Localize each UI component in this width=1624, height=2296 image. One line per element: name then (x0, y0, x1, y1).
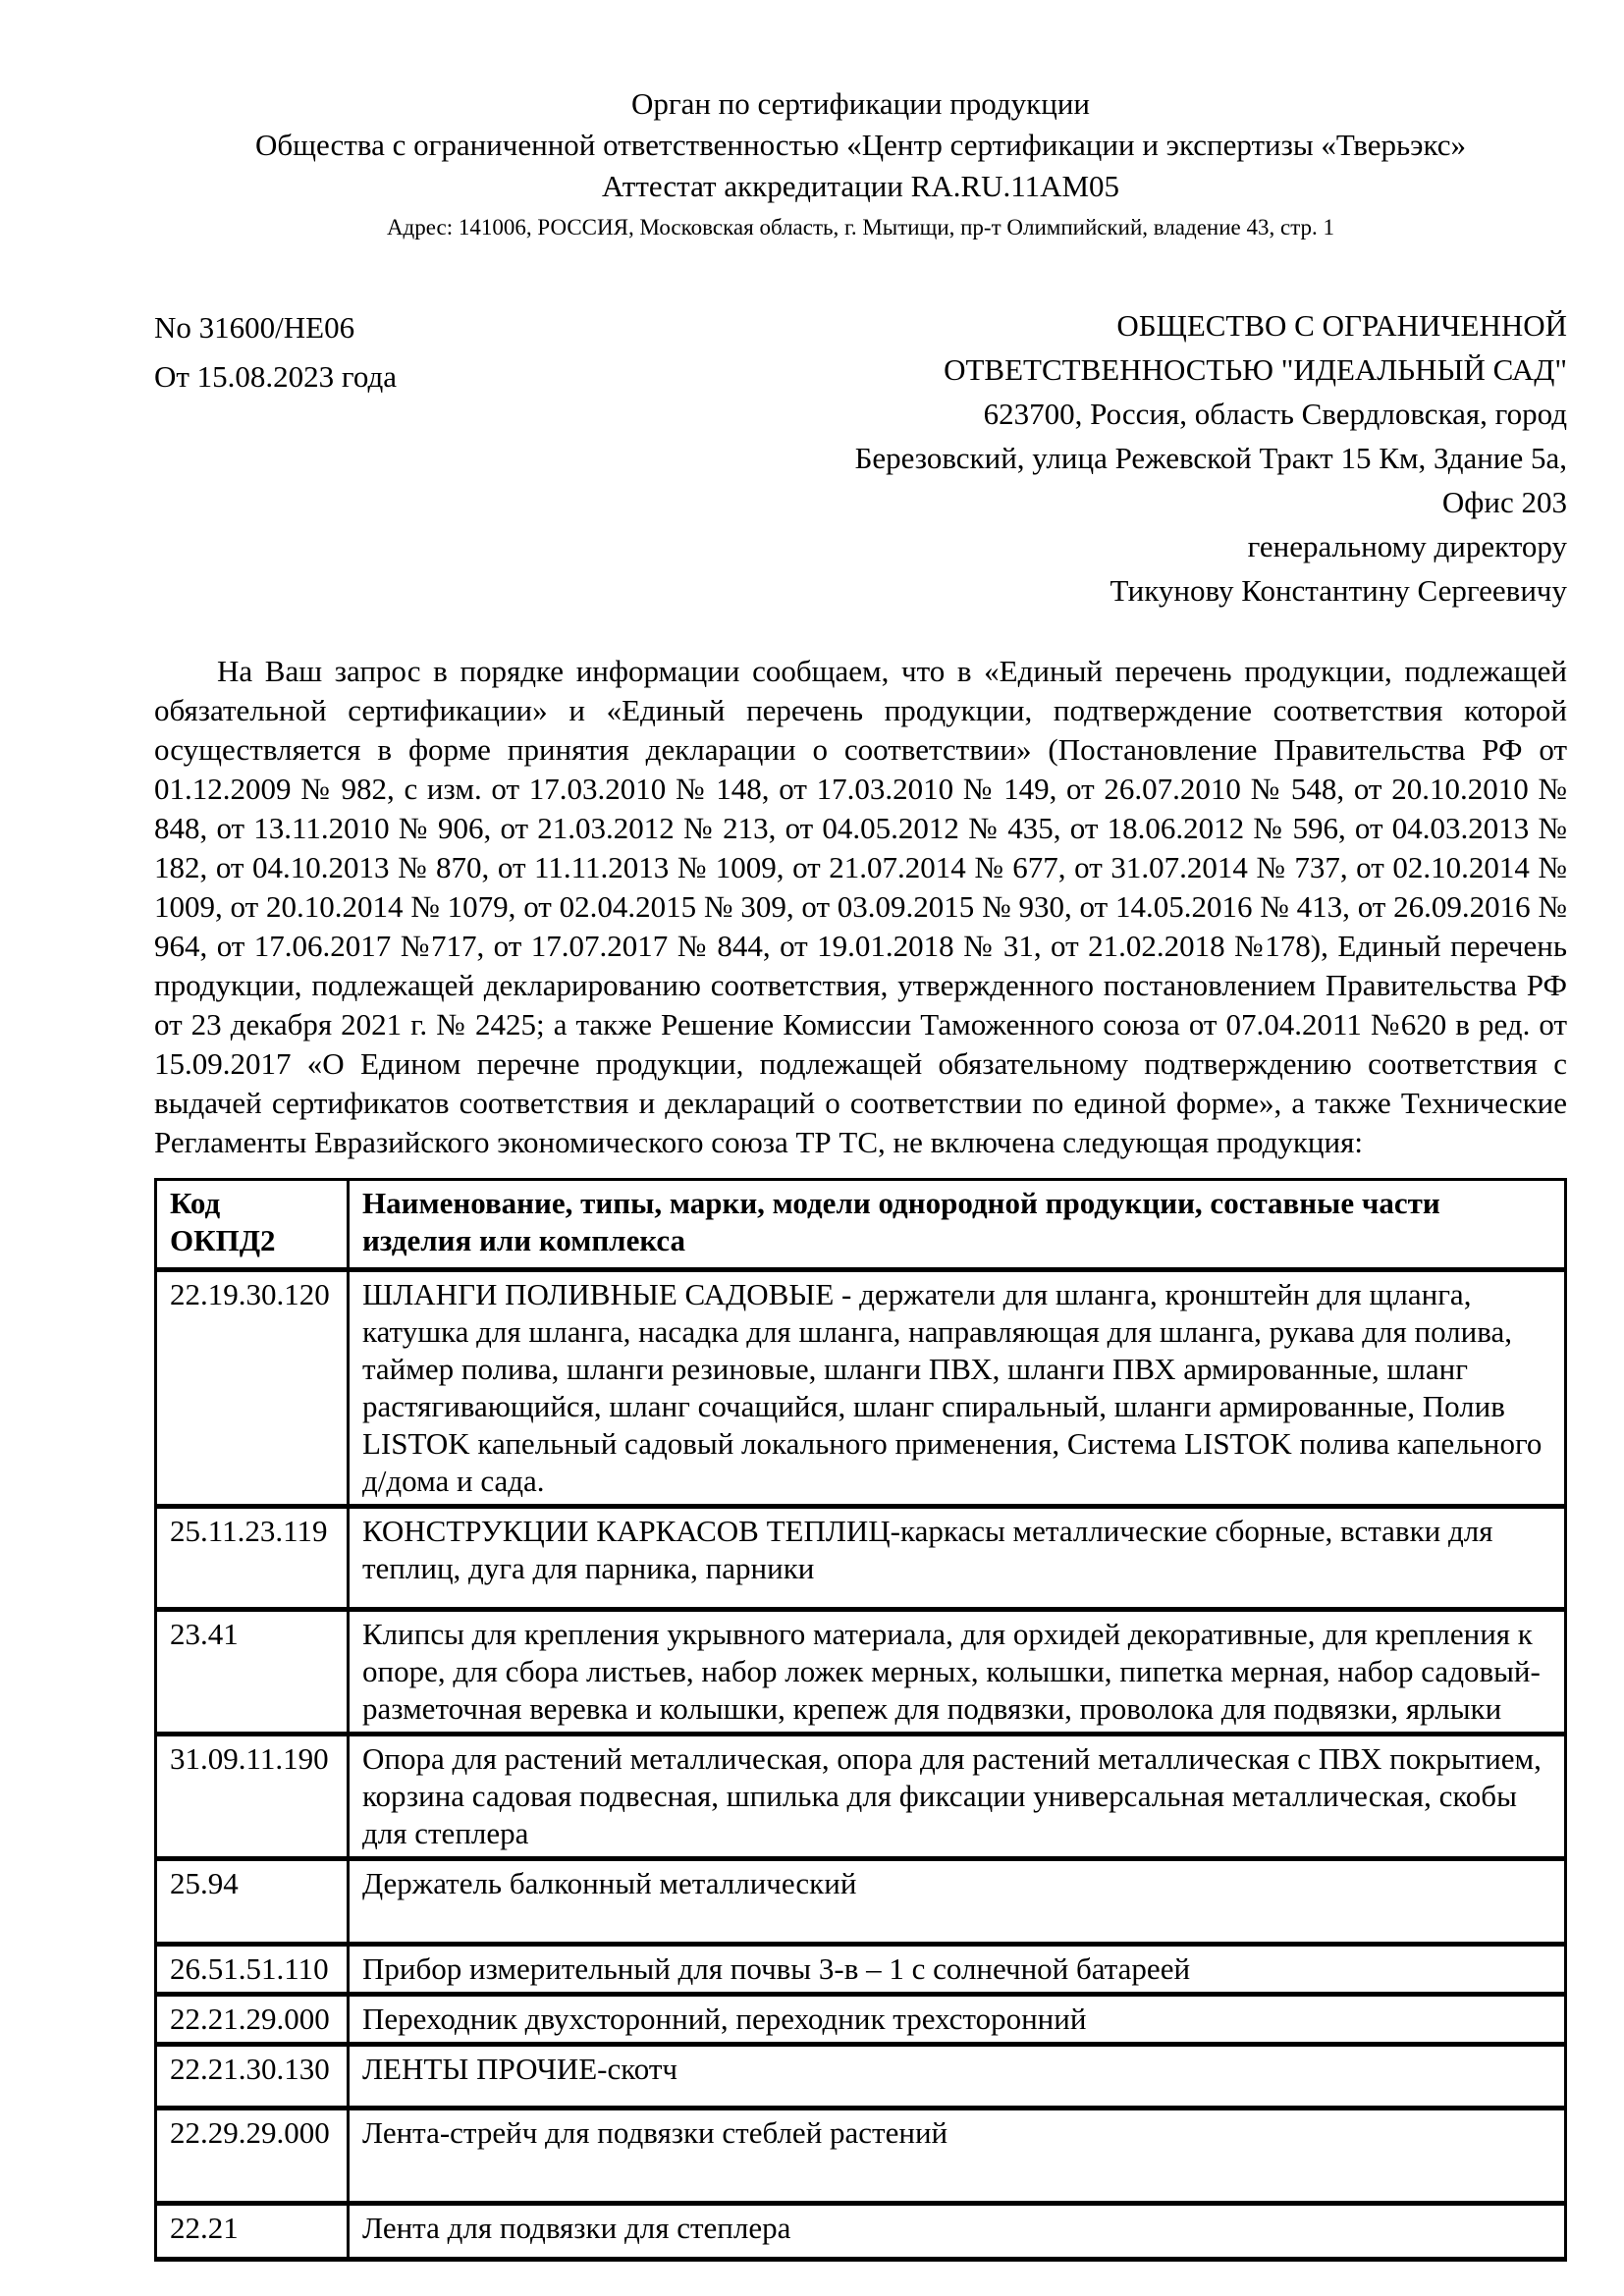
table-row (156, 1507, 1566, 1610)
cell-okpd2-code: 31.09.11.190 (156, 1735, 349, 1859)
table-row (156, 1610, 1566, 1735)
reference-date: От 15.08.2023 года (154, 359, 398, 394)
letterhead (154, 83, 1567, 242)
cell-product-name: ШЛАНГИ ПОЛИВНЫЕ САДОВЫЕ - держатели для шланга, кронштейн для щланга, катушка для шланга, насадка для шланга, направляющая для шланга, рукава для полива, таймер полива, шланги резиновые, шланги ПВХ, шланги ПВХ армированные, шланг растягивающийся, шланг сочащийся, шланг спиральный, шланги армированные, Полив LISTOK капельный садовый локального применения, Система LISTOK полива капельного д/дома и сада. (349, 1270, 1566, 1507)
recipient-line: генеральному директору (1247, 529, 1567, 563)
cell-okpd2-code: 22.21 (156, 2204, 349, 2260)
recipient-line: Тикунову Константину Сергеевичу (1110, 573, 1567, 608)
cell-product-name: Переходник двухсторонний, переходник трехсторонний (349, 1995, 1566, 2045)
recipient-block (855, 303, 1567, 613)
letterhead-address: Адрес: 141006, РОССИЯ, Московская область, г. Мытищи, пр-т Олимпийский, владение 43, стр. 1 (386, 215, 1335, 240)
cell-product-name: Лента-стрейч для подвязки стеблей растений (349, 2109, 1566, 2204)
table-row (156, 1995, 1566, 2045)
recipient-line: ОБЩЕСТВО С ОГРАНИЧЕННОЙ (1116, 308, 1567, 343)
table-row (156, 1735, 1566, 1859)
cell-okpd2-code: 22.19.30.120 (156, 1270, 349, 1507)
table-row (156, 2045, 1566, 2109)
cell-product-name: Клипсы для крепления укрывного материала, для орхидей декоративные, для крепления к опоре, для сбора листьев, набор ложек мерных, колышки, пипетка мерная, набор садовый-разметочная веревка и колышки, крепеж для подвязки, проволока для подвязки, ярлыки (349, 1610, 1566, 1735)
cell-okpd2-code: 22.21.29.000 (156, 1995, 349, 2045)
recipient-line: Офис 203 (1441, 485, 1567, 519)
letterhead-accreditation-line: Аттестат аккредитации RA.RU.11АМ05 (601, 169, 1120, 203)
table-body (156, 1270, 1566, 2260)
cell-product-name: КОНСТРУКЦИИ КАРКАСОВ ТЕПЛИЦ-каркасы металлические сборные, вставки для теплиц, дуга для парника, парники (349, 1507, 1566, 1610)
table-row (156, 2109, 1566, 2204)
letterhead-company-line: Общества с ограниченной ответственностью «Центр сертификации и экспертизы «Тверьэкс» (254, 128, 1467, 162)
table-row (156, 2204, 1566, 2260)
cell-okpd2-code: 23.41 (156, 1610, 349, 1735)
table-row (156, 1859, 1566, 1945)
products-table (154, 1178, 1567, 2262)
reference-and-recipient-row (154, 303, 1567, 613)
letterhead-org-line: Орган по сертификации продукции (630, 86, 1090, 121)
cell-product-name: ЛЕНТЫ ПРОЧИЕ-скотч (349, 2045, 1566, 2109)
table-row (156, 1270, 1566, 1507)
cell-okpd2-code: 22.29.29.000 (156, 2109, 349, 2204)
reference-number: No 31600/НЕ06 (154, 310, 355, 345)
reference-block (154, 303, 397, 401)
cell-okpd2-code: 25.94 (156, 1859, 349, 1945)
cell-product-name: Опора для растений металлическая, опора для растений металлическая с ПВХ покрытием, корзина садовая подвесная, шпилька для фиксации универсальная металлическая, скобы для степлера (349, 1735, 1566, 1859)
cell-okpd2-code: 25.11.23.119 (156, 1507, 349, 1610)
cell-product-name: Держатель балконный металлический (349, 1859, 1566, 1945)
table-row (156, 1945, 1566, 1995)
cell-okpd2-code: 26.51.51.110 (156, 1945, 349, 1995)
recipient-line: Березовский, улица Режевской Тракт 15 Км, Здание 5а, (854, 441, 1567, 475)
recipient-line: 623700, Россия, область Свердловская, город (983, 397, 1567, 431)
column-header-product-name: Наименование, типы, марки, модели однородной продукции, составные части изделия или комплекса (349, 1180, 1566, 1270)
column-header-okpd2-code: Код ОКПД2 (156, 1180, 349, 1270)
body-paragraph: На Ваш запрос в порядке информации сообщаем, что в «Единый перечень продукции, подлежащей обязательной сертификации» и «Единый перечень продукции, подтверждение соответствия которой осуществляется в форме принятия декларации о соответствии» (Постановление Правительства РФ от 01.12.2009 № 982, с изм. от 17.03.2010 № 148, от 17.03.2010 № 149, от 26.07.2010 № 548, от 20.10.2010 № 848, от 13.11.2010 № 906, от 21.03.2012 № 213, от 04.05.2012 № 435, от 18.06.2012 № 596, от 04.03.2013 № 182, от 04.10.2013 № 870, от 11.11.2013 № 1009, от 21.07.2014 № 677, от 31.07.2014 № 737, от 02.10.2014 № 1009, от 20.10.2014 № 1079, от 02.04.2015 № 309, от 03.09.2015 № 930, от 14.05.2016 № 413, от 26.09.2016 № 964, от 17.06.2017 №717, от 17.07.2017 № 844, от 19.01.2018 № 31, от 21.02.2018 №178), Единый перечень продукции, подлежащей декларированию соответствия, утвержденного постановлением Правительства РФ от 23 декабря 2021 г. № 2425; а также Решение Комиссии Таможенного союза от 07.04.2011 №620 в ред. от 15.09.2017 «О Едином перечне продукции, подлежащей обязательному подтверждению соответствия с выдачей сертификатов соответствия и деклараций о соответствии по единой форме», а также Технические Регламенты Евразийского экономического союза ТР ТС, не включена следующая продукция: (154, 654, 1567, 1159)
cell-okpd2-code: 22.21.30.130 (156, 2045, 349, 2109)
recipient-line: ОТВЕТСТВЕННОСТЬЮ "ИДЕАЛЬНЫЙ САД" (944, 352, 1567, 387)
cell-product-name: Лента для подвязки для степлера (349, 2204, 1566, 2260)
cell-product-name: Прибор измерительный для почвы 3-в – 1 с солнечной батареей (349, 1945, 1566, 1995)
table-header-row (156, 1180, 1566, 1270)
